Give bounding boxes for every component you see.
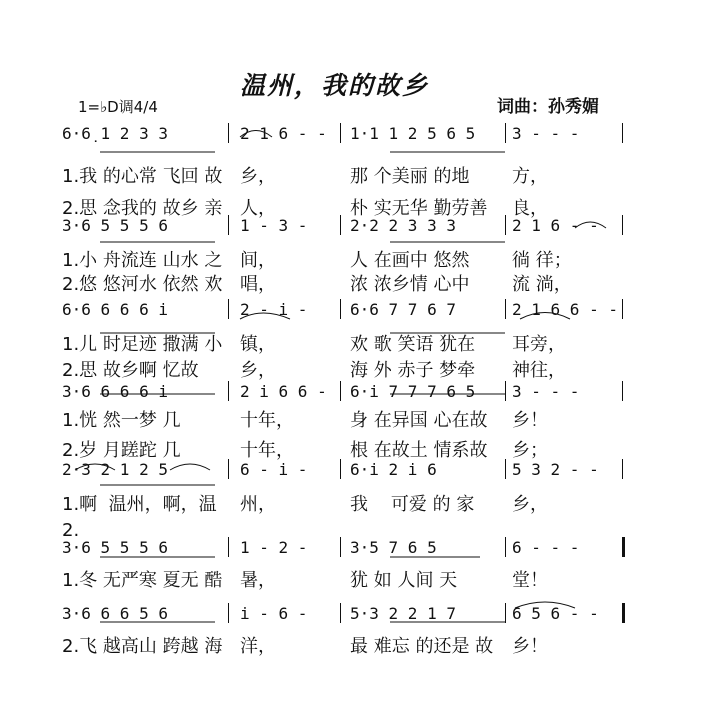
lyric-phrase: 州， (240, 494, 276, 515)
lyrics-row (0, 406, 712, 432)
lyric-phrase: 流 淌， (512, 274, 572, 295)
lyric-phrase: 1.啊 温州，啊，温 (62, 494, 217, 515)
lyric-phrase: 根 在故土 情系故 (350, 440, 488, 461)
lyric-phrase: 乡， (512, 494, 548, 515)
lyric-phrase: 十年， (240, 440, 294, 461)
lyric-phrase: 最 难忘 的还是 故 (350, 636, 494, 657)
lyric-phrase: 身 在异国 心在故 (350, 410, 488, 431)
barline (340, 381, 341, 401)
measure-notes: 2 1 6 - - (512, 216, 599, 235)
lyric-phrase: 1.冬 无严寒 夏无 酷 (62, 570, 223, 591)
measure-notes: 2 1 6 6 - - (512, 300, 618, 319)
lyrics-row (0, 566, 712, 592)
lyric-phrase: 我 可爱 的 家 (350, 494, 475, 515)
measure-notes: 1 - 3 - (240, 216, 308, 235)
lyric-phrase: 2.思 故乡啊 忆故 (62, 360, 199, 381)
measure-notes: 6·6̣ 1 2 3 3 (62, 124, 168, 143)
barline (228, 381, 229, 401)
notation-row (0, 300, 712, 326)
barline (622, 299, 623, 319)
measure-notes: 2 - i - (240, 300, 308, 319)
lyric-phrase: 1.恍 然一梦 几 (62, 410, 181, 431)
measure-notes: 5 3 2 - - (512, 460, 599, 479)
barline (340, 459, 341, 479)
barline (340, 215, 341, 235)
measure-notes: 3·5 7 6 5 (350, 538, 437, 557)
barline (505, 459, 506, 479)
lyric-phrase: 乡！ (512, 636, 548, 657)
barline (622, 459, 623, 479)
measure-notes: 3·6 6 6 6 i (62, 382, 168, 401)
barline (228, 603, 229, 623)
lyric-phrase: 那 个美丽 的地 (350, 166, 470, 187)
notation-row (0, 382, 712, 408)
measure-notes: i - 6 - (240, 604, 308, 623)
lyric-phrase: 朴 实无华 勤劳善 (350, 198, 488, 219)
lyric-phrase: 耳旁， (512, 334, 566, 355)
barline (622, 123, 623, 143)
lyrics-row (0, 162, 712, 188)
notation-row (0, 460, 712, 486)
barline (505, 123, 506, 143)
measure-notes: 2·3 2 1 2 5 (62, 460, 168, 479)
notation-row (0, 216, 712, 242)
barline (622, 603, 625, 623)
lyric-phrase: 方， (512, 166, 548, 187)
lyric-phrase: 2.悠 悠河水 依然 欢 (62, 274, 223, 295)
measure-notes: 3 - - - (512, 124, 580, 143)
lyric-phrase: 洋， (240, 636, 276, 657)
measure-notes: 2 1 6 - - (240, 124, 327, 143)
barline (228, 215, 229, 235)
barline (228, 537, 229, 557)
lyrics-row (0, 632, 712, 658)
key-signature: 1=♭D调4/4 (78, 98, 158, 116)
barline (340, 537, 341, 557)
measure-notes: 2 i 6 6 - (240, 382, 327, 401)
lyric-phrase: 神往， (512, 360, 566, 381)
measure-notes: 5·3 2 2 1 7 (350, 604, 456, 623)
lyric-phrase: 浓 浓乡情 心中 (350, 274, 470, 295)
lyric-phrase: 十年， (240, 410, 294, 431)
lyrics-row (0, 270, 712, 296)
notation-row (0, 538, 712, 564)
barline (340, 299, 341, 319)
measure-notes: 3·6 5 5 5 6 (62, 538, 168, 557)
measure-notes: 6·i 7 7 7 6 5 (350, 382, 476, 401)
lyric-phrase: 唱， (240, 274, 276, 295)
measure-notes: 6·6 7 7 6 7 (350, 300, 456, 319)
lyric-phrase: 乡； (512, 440, 548, 461)
lyric-phrase: 堂！ (512, 570, 548, 591)
barline (505, 381, 506, 401)
measure-notes: 1 - 2 - (240, 538, 308, 557)
notation-row (0, 124, 712, 150)
lyrics-row (0, 436, 712, 462)
measure-notes: 3 - - - (512, 382, 580, 401)
barline (622, 381, 623, 401)
lyric-phrase: 乡， (240, 360, 276, 381)
lyric-phrase: 间， (240, 250, 276, 271)
measure-notes: 3·6 6 6 5 6 (62, 604, 168, 623)
measure-notes: 3·6 5 5 5 6 (62, 216, 168, 235)
lyric-phrase: 2.飞 越高山 跨越 海 (62, 636, 223, 657)
lyric-phrase: 暑， (240, 570, 276, 591)
lyric-phrase: 徜 徉； (512, 250, 572, 271)
lyric-phrase: 乡， (240, 166, 276, 187)
lyric-phrase: 2.岁 月蹉跎 几 (62, 440, 181, 461)
barline (622, 215, 623, 235)
barline (622, 537, 625, 557)
measure-notes: 1·1 1 2 5 6 5 (350, 124, 476, 143)
lyric-phrase: 犹 如 人间 天 (350, 570, 458, 591)
lyric-phrase: 1.小 舟流连 山水 之 (62, 250, 223, 271)
lyric-phrase: 1.我 的心常 飞回 故 (62, 166, 223, 187)
lyric-phrase: 2.思 念我的 故乡 亲 (62, 198, 223, 219)
barline (505, 537, 506, 557)
lyrics-row (0, 356, 712, 382)
barline (340, 603, 341, 623)
barline (228, 459, 229, 479)
lyric-phrase: 海 外 赤子 梦牵 (350, 360, 476, 381)
lyric-phrase: 1.儿 时足迹 撒满 小 (62, 334, 223, 355)
barline (228, 123, 229, 143)
measure-notes: 6 - - - (512, 538, 580, 557)
barline (228, 299, 229, 319)
measure-notes: 6·i 2 i 6 (350, 460, 437, 479)
author-credit: 词曲：孙秀媚 (497, 97, 599, 117)
barline (340, 123, 341, 143)
song-title: 温州，我的故乡 (240, 71, 430, 100)
barline (505, 603, 506, 623)
lyric-phrase: 欢 歌 笑语 犹在 (350, 334, 476, 355)
lyric-phrase: 2. (62, 520, 80, 541)
lyrics-row (0, 330, 712, 356)
measure-notes: 6 5 6 - - (512, 604, 599, 623)
lyrics-row (0, 246, 712, 272)
measure-notes: 6 - i - (240, 460, 308, 479)
notation-row (0, 604, 712, 630)
lyrics-row (0, 490, 712, 516)
barline (505, 299, 506, 319)
lyric-phrase: 乡！ (512, 410, 548, 431)
lyric-phrase: 镇， (240, 334, 276, 355)
lyric-phrase: 良， (512, 198, 548, 219)
barline (505, 215, 506, 235)
lyric-phrase: 人， (240, 198, 276, 219)
measure-notes: 2·2 2 3 3 3 (350, 216, 456, 235)
measure-notes: 6·6 6 6 6 i (62, 300, 168, 319)
lyric-phrase: 人 在画中 悠然 (350, 250, 470, 271)
